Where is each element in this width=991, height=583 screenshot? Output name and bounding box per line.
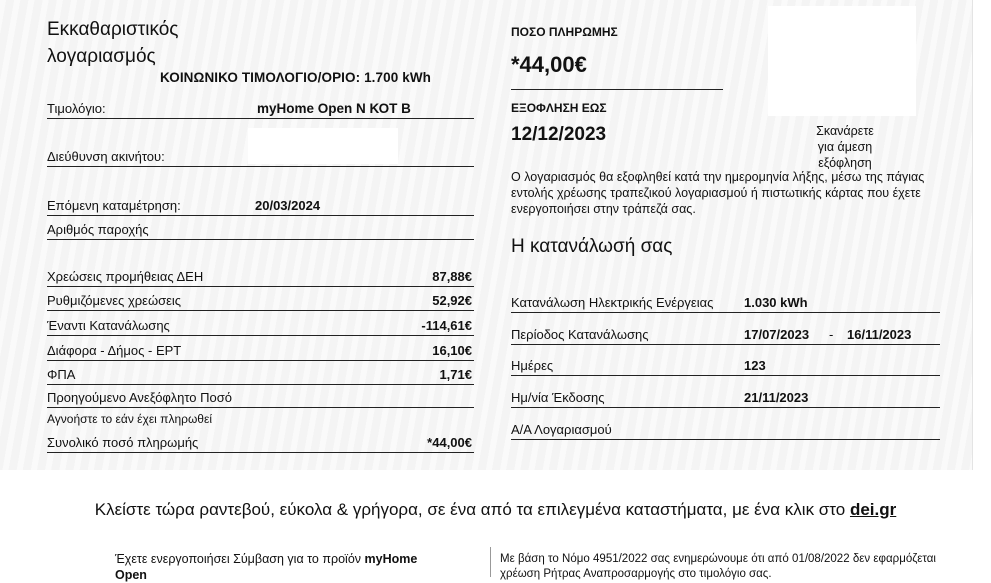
address-label: Διεύθυνση ακινήτου: bbox=[47, 149, 165, 164]
charge-value: 1,71€ bbox=[439, 367, 472, 382]
next-reading-value: 20/03/2024 bbox=[255, 198, 321, 213]
issue-value: 21/11/2023 bbox=[744, 390, 809, 405]
bill-title-line1: Εκκαθαριστικός bbox=[47, 19, 179, 40]
charge-label: ΦΠΑ bbox=[47, 367, 76, 382]
account-number-row bbox=[511, 419, 940, 440]
period-from: 17/07/2023 bbox=[744, 327, 810, 342]
energy-row bbox=[511, 292, 940, 313]
charge-label: Έναντι Κατανάλωσης bbox=[47, 318, 170, 333]
due-date: 12/12/2023 bbox=[511, 124, 607, 145]
right-margin bbox=[972, 0, 991, 470]
due-label: ΕΞΟΦΛΗΣΗ ΕΩΣ bbox=[511, 101, 607, 115]
consumption-title: Η κατανάλωσή σας bbox=[511, 236, 673, 257]
address-redacted bbox=[248, 128, 398, 164]
qr-code-area[interactable] bbox=[768, 6, 916, 116]
charge-row bbox=[47, 266, 474, 287]
bottom-divider bbox=[490, 547, 491, 577]
banner-text: Κλείστε τώρα ραντεβού, εύκολα & γρήγορα, σε ένα από τα επιλεγμένα καταστήματα, με ένα κλικ στο bbox=[94, 500, 850, 519]
period-separator: - bbox=[829, 327, 834, 342]
dei-link[interactable]: dei.gr bbox=[849, 500, 897, 519]
charge-label: Ρυθμιζόμενες χρεώσεις bbox=[47, 293, 182, 308]
tariff-row bbox=[47, 98, 474, 119]
charge-value: 87,88€ bbox=[432, 269, 472, 284]
previous-unpaid-row bbox=[47, 387, 474, 408]
appointment-banner bbox=[0, 500, 991, 520]
days-row bbox=[511, 355, 940, 376]
charge-label: Χρεώσεις προμήθειας ΔΕΗ bbox=[47, 269, 204, 284]
scan-line1: Σκανάρετε bbox=[816, 124, 874, 138]
bill-title bbox=[47, 16, 178, 70]
scan-line2: για άμεση εξόφληση bbox=[817, 140, 873, 170]
contract-notice-text: Έχετε ενεργοποιήσει Σύμβαση για το προϊόν bbox=[115, 552, 365, 566]
total-label: Συνολικό ποσό πληρωμής bbox=[47, 435, 199, 450]
contract-product: myHome bbox=[364, 552, 418, 566]
charge-row bbox=[47, 290, 474, 311]
energy-value: 1.030 kWh bbox=[744, 295, 808, 310]
contract-notice bbox=[115, 551, 485, 583]
issue-label: Ημ/νία Έκδοσης bbox=[511, 390, 605, 405]
charge-row bbox=[47, 364, 474, 385]
law-notice: Με βάση το Νόμο 4951/2022 σας ενημερώνουμε ότι από 01/08/2022 δεν εφαρμόζεται χρέωση Ρήτρας Αναπροσαρμογής στο τιμολόγιο σας. bbox=[500, 553, 936, 580]
energy-label: Κατανάλωση Ηλεκτρικής Ενέργειας bbox=[511, 295, 714, 310]
charge-row bbox=[47, 340, 474, 361]
charge-row bbox=[47, 315, 474, 336]
total-row bbox=[47, 432, 474, 453]
total-value: *44,00€ bbox=[427, 435, 472, 450]
next-reading-label: Επόμενη καταμέτρηση: bbox=[47, 198, 181, 213]
payment-amount-label: ΠΟΣΟ ΠΛΗΡΩΜΗΣ bbox=[511, 25, 618, 39]
contract-product-line2: Open bbox=[115, 568, 147, 582]
charge-value: -114,61€ bbox=[421, 318, 472, 333]
period-to: 16/11/2023 bbox=[847, 327, 912, 342]
days-label: Ημέρες bbox=[511, 358, 554, 373]
tariff-label: Τιμολόγιο: bbox=[47, 101, 106, 116]
period-row bbox=[511, 324, 940, 345]
direct-debit-text: Ο λογαριασμός θα εξοφληθεί κατά την ημερομηνία λήξης, μέσω της πάγιας εντολής χρέωσης τραπεζικού λογαριασμού ή πιστωτικής κάρτας που έχετε ενεργοποιήσει στην τράπεζά σας. bbox=[511, 170, 925, 216]
charge-value: 16,10€ bbox=[432, 343, 472, 358]
payment-amount: *44,00€ bbox=[511, 52, 587, 77]
charge-label: Διάφορα - Δήμος - ΕΡΤ bbox=[47, 343, 182, 358]
previous-unpaid-label: Προηγούμενο Ανεξόφλητο Ποσό bbox=[47, 390, 233, 405]
ignore-if-paid-note: Αγνοήστε το εάν έχει πληρωθεί bbox=[47, 412, 212, 426]
account-number-label: Α/Α Λογαριασμού bbox=[511, 422, 612, 437]
next-reading-row bbox=[47, 195, 474, 216]
charge-value: 52,92€ bbox=[432, 293, 472, 308]
amount-divider bbox=[511, 89, 723, 90]
bill-title-line2: λογαριασμός bbox=[47, 46, 156, 67]
scan-instructions bbox=[790, 123, 900, 171]
days-value: 123 bbox=[744, 358, 766, 373]
social-tariff-band: ΚΟΙΝΩΝΙΚΟ ΤΙΜΟΛΟΓΙΟ/ΟΡΙΟ: 1.700 kWh bbox=[160, 70, 432, 85]
issue-row bbox=[511, 387, 940, 408]
supply-number-label: Αριθμός παροχής bbox=[47, 222, 149, 237]
tariff-value: myHome Open N ΚΟΤ Β bbox=[257, 101, 411, 116]
supply-number-row bbox=[47, 219, 474, 240]
period-label: Περίοδος Κατανάλωσης bbox=[511, 327, 649, 342]
